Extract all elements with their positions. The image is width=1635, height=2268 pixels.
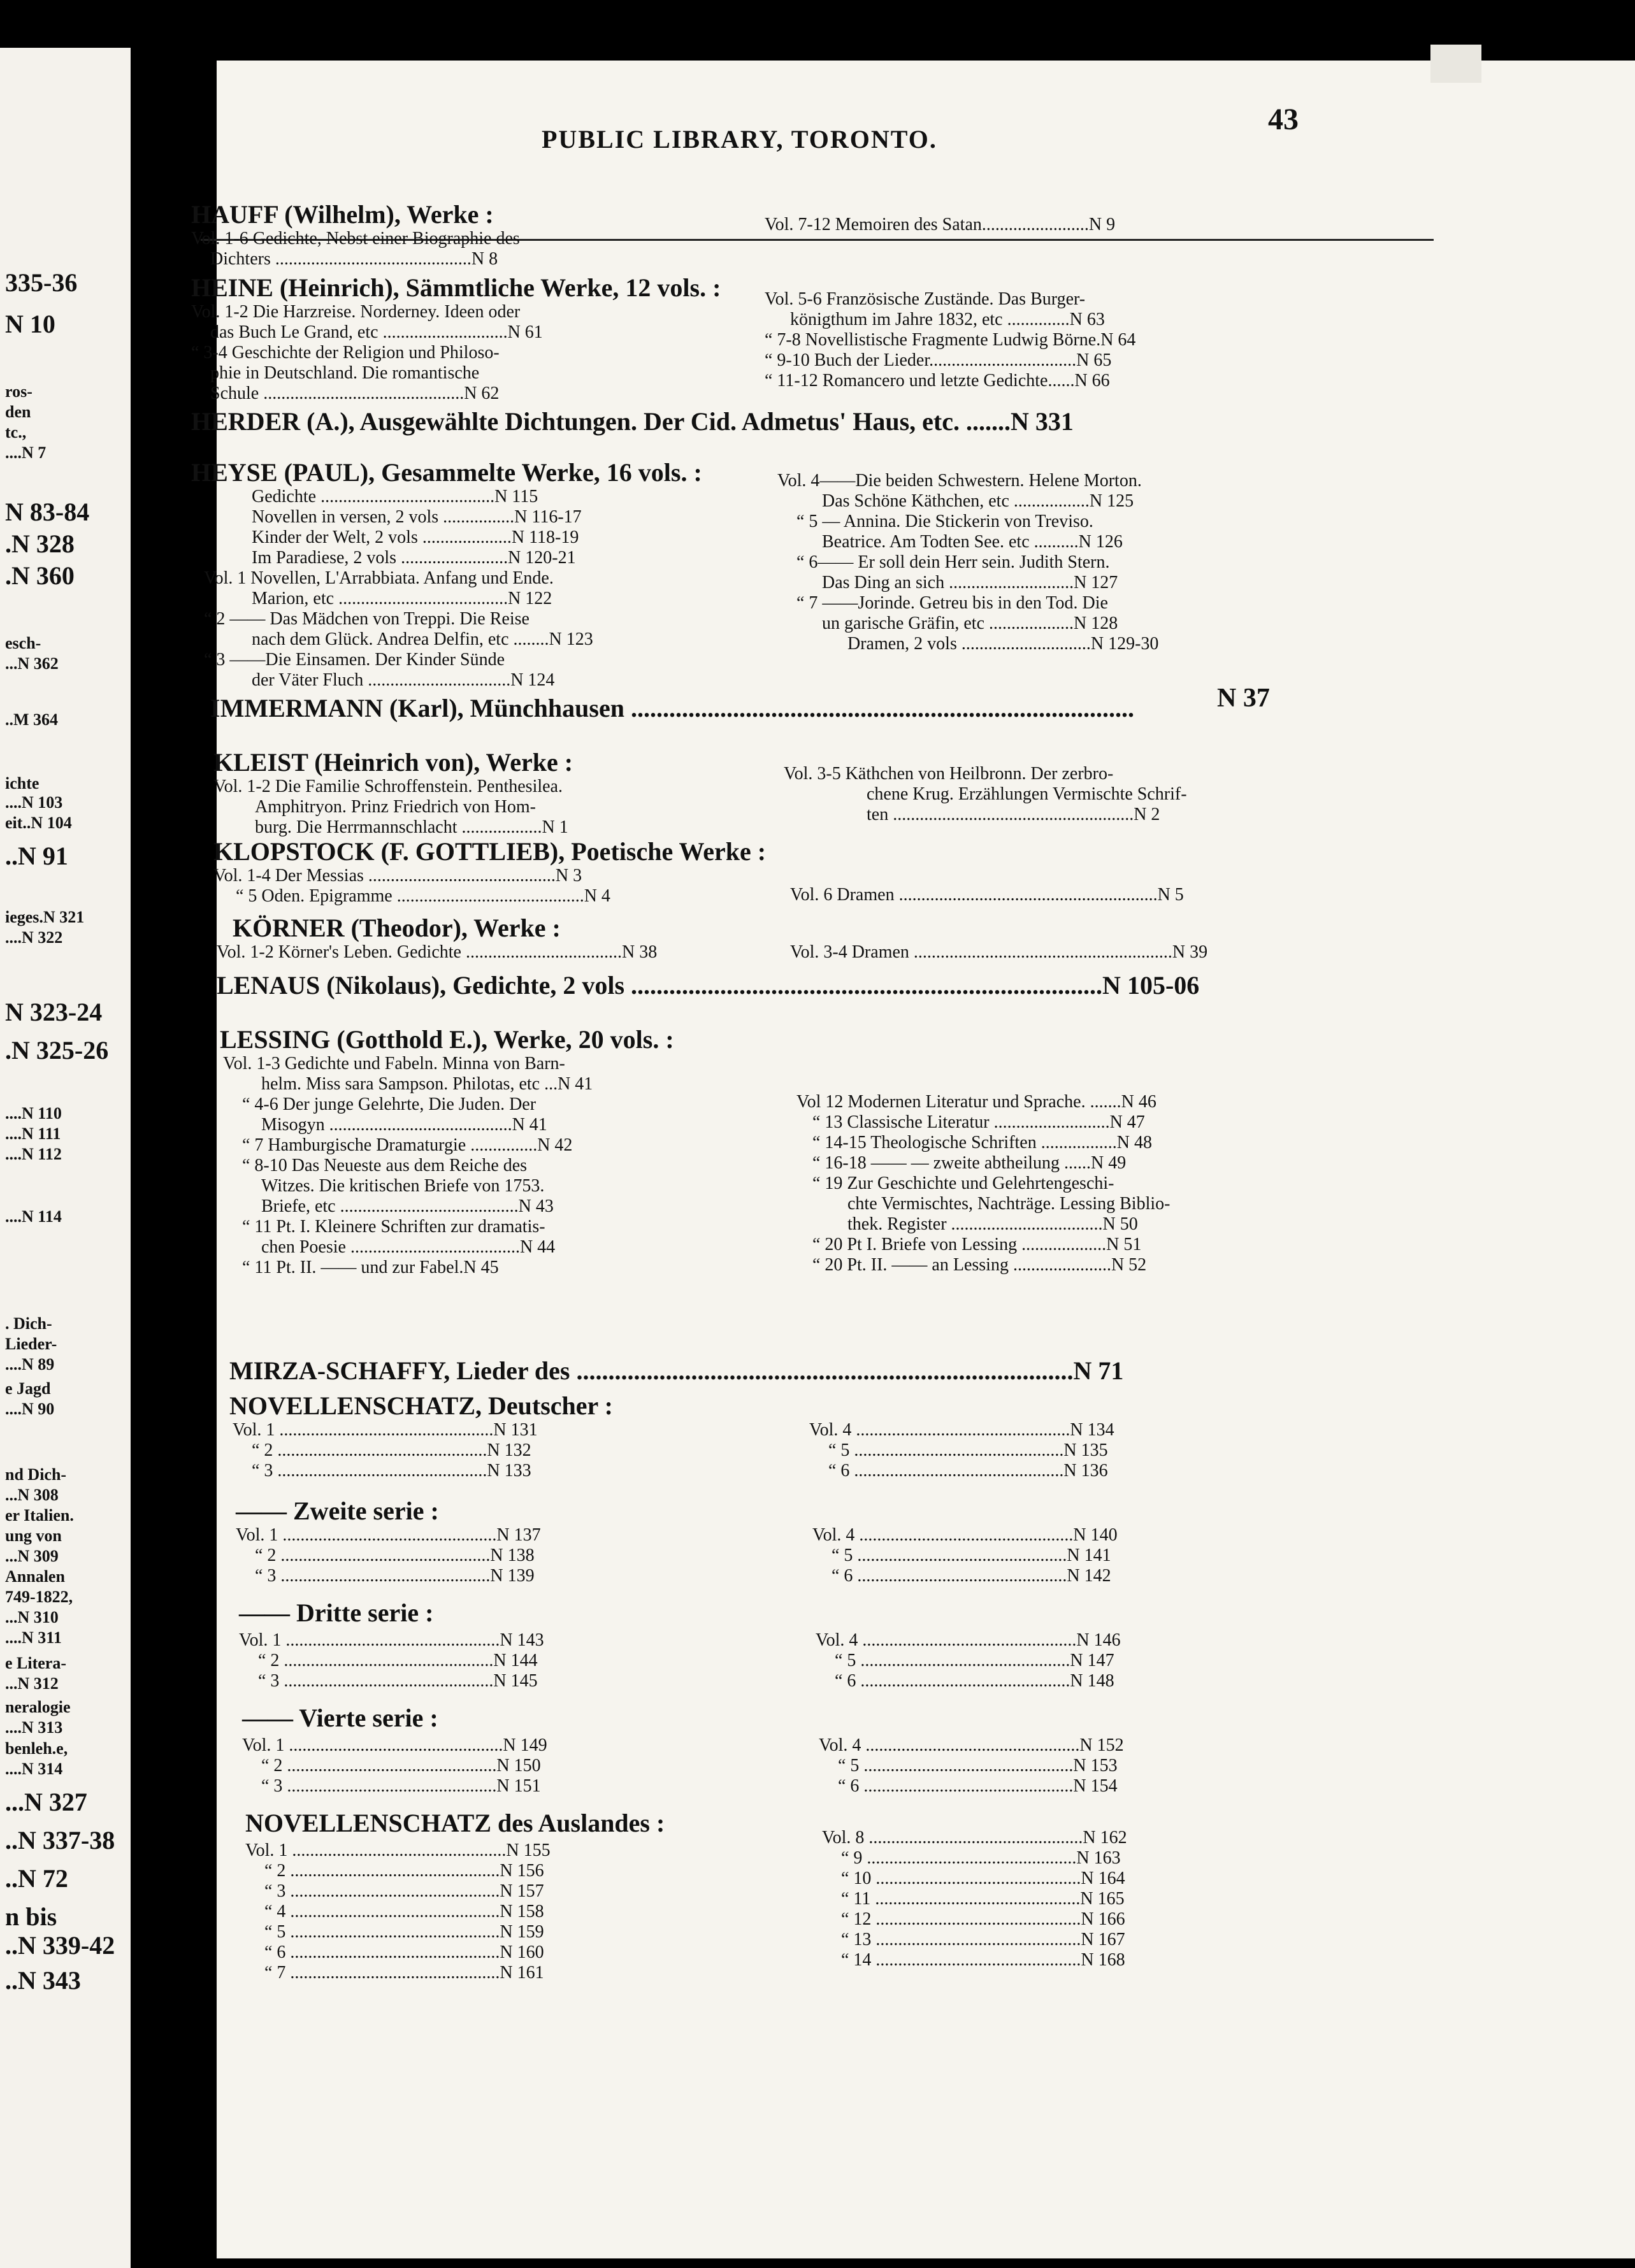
catalogue-line: “ 2 ...............................................N 144	[258, 1651, 538, 1670]
catalogue-heading: NOVELLENSCHATZ, Deutscher :	[229, 1391, 613, 1420]
catalogue-line: “ 2 ...............................................N 138	[255, 1546, 535, 1565]
catalogue-line: Misogyn .........................................N 41	[261, 1115, 547, 1135]
catalogue-line: nach dem Glück. Andrea Delfin, etc ........N 123	[252, 629, 593, 649]
left-page-line: er Italien.	[5, 1506, 74, 1525]
left-page-line: e Litera-	[5, 1654, 67, 1672]
catalogue-line: “ 7 ——Jorinde. Getreu bis in den Tod. Die	[796, 593, 1108, 613]
catalogue-line: Vol. 1-2 Die Harzreise. Norderney. Ideen oder	[191, 302, 521, 322]
catalogue-line: Vol. 3-4 Dramen ..........................................................N 39	[790, 942, 1208, 962]
left-page-line: ....N 110	[5, 1104, 62, 1123]
catalogue-line: “ 9-10 Buch der Lieder.................................N 65	[765, 350, 1112, 370]
left-page-line: .N 360	[5, 561, 75, 590]
catalogue-heading: HERDER (A.), Ausgewählte Dichtungen. Der Cid. Admetus' Haus, etc. .......N 331	[191, 407, 1074, 436]
catalogue-line: “ 14 ..............................................N 168	[841, 1950, 1125, 1970]
catalogue-line: “ 19 Zur Geschichte und Gelehrtengeschi-	[812, 1173, 1114, 1193]
catalogue-line: der Väter Fluch ................................N 124	[252, 670, 555, 690]
catalogue-line: “ 6 ...............................................N 136	[828, 1461, 1108, 1481]
left-page-line: ....N 90	[5, 1400, 55, 1418]
catalogue-line: Vol. 1-2 Körner's Leben. Gedichte ...................................N 38	[217, 942, 658, 962]
catalogue-line: Vol. 1-6 Gedichte, Nebst einer Biographie des	[191, 229, 520, 248]
catalogue-heading: —— Vierte serie :	[242, 1704, 438, 1732]
left-page-line: Annalen	[5, 1567, 65, 1586]
catalogue-line: Marion, etc ......................................N 122	[252, 589, 552, 608]
catalogue-line: “ 10 ..............................................N 164	[841, 1869, 1125, 1888]
catalogue-line: “ 12 ..............................................N 166	[841, 1909, 1125, 1929]
left-page-line: ...N 362	[5, 654, 59, 673]
catalogue-line: “ 11 Pt. I. Kleinere Schriften zur dramatis-	[242, 1217, 545, 1237]
left-page-line: ieges.N 321	[5, 908, 85, 926]
catalogue-heading: LENAUS (Nikolaus), Gedichte, 2 vols ..........................................................................N 105-06	[217, 971, 1200, 1000]
catalogue-line: Das Schöne Käthchen, etc .................N 125	[822, 491, 1134, 511]
catalogue-line: ten ......................................................N 2	[867, 805, 1160, 824]
catalogue-line: helm. Miss sara Sampson. Philotas, etc ...N 41	[261, 1074, 593, 1094]
catalogue-line: Vol. 4——Die beiden Schwestern. Helene Morton.	[777, 471, 1142, 491]
left-page-line: .N 325-26	[5, 1036, 109, 1065]
catalogue-line: chte Vermischtes, Nachträge. Lessing Biblio-	[847, 1194, 1170, 1214]
left-page-line: 335-36	[5, 268, 78, 297]
left-page-line: ..N 343	[5, 1966, 81, 1995]
catalogue-line: “ 5 ...............................................N 135	[828, 1440, 1108, 1460]
catalogue-line: “ 20 Pt I. Briefe von Lessing ...................N 51	[812, 1235, 1142, 1254]
catalogue-heading: IMMERMANN (Karl), Münchhausen ...............................................................................	[210, 694, 1134, 722]
left-page-line: N 83-84	[5, 498, 90, 526]
catalogue-line: un garische Gräfin, etc ...................N 128	[822, 614, 1118, 633]
catalogue-line: das Buch Le Grand, etc ............................N 61	[210, 322, 543, 342]
catalogue-line: “ 5 — Annina. Die Stickerin von Treviso.	[796, 512, 1093, 531]
catalogue-heading: HEINE (Heinrich), Sämmtliche Werke, 12 vols. :	[191, 273, 721, 302]
catalogue-line: “ 6 ...............................................N 160	[264, 1942, 544, 1962]
catalogue-heading: LESSING (Gotthold E.), Werke, 20 vols. :	[220, 1025, 674, 1054]
catalogue-line: Vol. 4 ................................................N 152	[819, 1735, 1124, 1755]
catalogue-line: Vol. 7-12 Memoiren des Satan........................N 9	[765, 215, 1116, 234]
left-page-line: den	[5, 403, 31, 421]
left-page-line: ....N 313	[5, 1718, 63, 1737]
catalogue-line: Dramen, 2 vols .............................N 129-30	[847, 634, 1159, 654]
catalogue-line: Vol. 1 ................................................N 137	[236, 1525, 541, 1545]
catalogue-line: Vol. 3-5 Käthchen von Heilbronn. Der zerbro-	[784, 764, 1114, 784]
left-page-line: ung von	[5, 1526, 62, 1545]
catalogue-line: “ 2 ...............................................N 156	[264, 1861, 544, 1881]
catalogue-line: “ 2 ...............................................N 150	[261, 1756, 541, 1776]
catalogue-line: “ 13 ..............................................N 167	[841, 1930, 1125, 1949]
catalogue-line: Kinder der Welt, 2 vols ....................N 118-19	[252, 528, 579, 547]
left-page-line: ....N 314	[5, 1760, 63, 1778]
left-page-line: ...N 327	[5, 1788, 87, 1816]
left-page-line: neralogie	[5, 1698, 71, 1716]
catalogue-line: Beatrice. Am Todten See. etc ..........N 126	[822, 532, 1123, 552]
left-page-line: .N 328	[5, 529, 75, 558]
left-page-line: ....N 103	[5, 793, 63, 812]
left-page-line: benleh.e,	[5, 1739, 68, 1758]
catalogue-line: “ 5 ...............................................N 147	[835, 1651, 1114, 1670]
left-page-line: ...N 308	[5, 1486, 59, 1504]
catalogue-line: Vol. 1-3 Gedichte und Fabeln. Minna von Barn-	[223, 1054, 565, 1073]
left-page-line: 749-1822,	[5, 1588, 73, 1606]
catalogue-heading: MIRZA-SCHAFFY, Lieder des ..............................................................................N 71	[229, 1356, 1124, 1385]
catalogue-line: “ 4-6 Der junge Gelehrte, Die Juden. Der	[242, 1095, 537, 1114]
catalogue-line: Vol. 6 Dramen ..........................................................N 5	[790, 885, 1184, 905]
catalogue-line: “ 3 ...............................................N 151	[261, 1776, 541, 1796]
catalogue-line: phie in Deutschland. Die romantische	[210, 363, 480, 383]
left-page-fragment	[0, 48, 131, 2268]
catalogue-line: Vol. 5-6 Französische Zustände. Das Burger-	[765, 289, 1086, 309]
catalogue-line: “ 5 ...............................................N 159	[264, 1922, 544, 1942]
catalogue-heading: —— Zweite serie :	[236, 1496, 439, 1525]
left-page-line: ..M 364	[5, 710, 59, 729]
catalogue-line: königthum im Jahre 1832, etc ..............N 63	[790, 310, 1105, 329]
left-page-line: ....N 7	[5, 443, 47, 462]
left-page-line: N 323-24	[5, 998, 103, 1026]
catalogue-line: Vol. 4 ................................................N 134	[809, 1420, 1114, 1440]
catalogue-line: “ 6 ...............................................N 154	[838, 1776, 1118, 1796]
catalogue-line: “ 5 Oden. Epigramme ..........................................N 4	[236, 886, 610, 906]
catalogue-line: Amphitryon. Prinz Friedrich von Hom-	[255, 797, 536, 817]
catalogue-heading: NOVELLENSCHATZ des Auslandes :	[245, 1809, 665, 1837]
catalogue-line: chen Poesie ......................................N 44	[261, 1237, 556, 1257]
catalogue-line: “ 16-18 —— — zweite abtheilung ......N 49	[812, 1153, 1127, 1173]
catalogue-line: “ 11-12 Romancero und letzte Gedichte......N 66	[765, 371, 1110, 391]
catalogue-line: “ 20 Pt. II. —— an Lessing ......................N 52	[812, 1255, 1147, 1275]
catalogue-line: Gedichte .......................................N 115	[252, 487, 538, 506]
catalogue-line: Das Ding an sich ............................N 127	[822, 573, 1118, 592]
catalogue-line: “ 2 —— Das Mädchen von Treppi. Die Reise	[204, 609, 529, 629]
catalogue-line: “ 6 ...............................................N 142	[832, 1566, 1111, 1586]
catalogue-line: “ 7 ...............................................N 161	[264, 1963, 544, 1983]
catalogue-heading: HAUFF (Wilhelm), Werke :	[191, 200, 494, 229]
catalogue-line: “ 13 Classische Literatur ..........................N 47	[812, 1112, 1145, 1132]
catalogue-line: “ 11 ..............................................N 165	[841, 1889, 1125, 1909]
catalogue-line: Vol. 4 ................................................N 146	[816, 1630, 1121, 1650]
call-number: N 37	[1217, 684, 1270, 713]
catalogue-line: “ 3 ...............................................N 145	[258, 1671, 538, 1691]
catalogue-line: Vol 12 Modernen Literatur und Sprache. .......N 46	[796, 1092, 1156, 1112]
catalogue-line: Witzes. Die kritischen Briefe von 1753.	[261, 1176, 545, 1196]
page-title: PUBLIC LIBRARY, TORONTO.	[542, 125, 937, 154]
left-page-line: ichte	[5, 774, 40, 793]
left-page-line: esch-	[5, 634, 41, 652]
catalogue-line: Vol. 4 ................................................N 140	[812, 1525, 1118, 1545]
catalogue-line: “ 8-10 Das Neueste aus dem Reiche des	[242, 1156, 528, 1175]
catalogue-line: Vol. 1-4 Der Messias ..........................................N 3	[213, 866, 582, 886]
left-page-line: ..N 339-42	[5, 1931, 115, 1960]
left-page-line: eit..N 104	[5, 814, 72, 832]
left-page-line: ..N 72	[5, 1864, 68, 1893]
catalogue-heading: KLOPSTOCK (F. GOTTLIEB), Poetische Werke :	[213, 837, 767, 866]
left-page-line: . Dich-	[5, 1314, 52, 1333]
catalogue-line: Schule .............................................N 62	[210, 384, 500, 403]
catalogue-line: Vol. 8 ................................................N 162	[822, 1828, 1127, 1848]
catalogue-line: Briefe, etc ........................................N 43	[261, 1196, 554, 1216]
catalogue-line: “ 9 ...............................................N 163	[841, 1848, 1121, 1868]
left-page-line: ros-	[5, 382, 32, 401]
catalogue-line: Novellen in versen, 2 vols ................N 116-17	[252, 507, 582, 527]
catalogue-line: “ 11 Pt. II. —— und zur Fabel.N 45	[242, 1258, 499, 1277]
page-curl	[1430, 45, 1481, 83]
left-page-line: ...N 312	[5, 1674, 59, 1693]
catalogue-line: “ 3-4 Geschichte der Religion und Philoso-	[191, 343, 500, 362]
catalogue-line: “ 5 ...............................................N 141	[832, 1546, 1111, 1565]
catalogue-line: “ 3 ...............................................N 139	[255, 1566, 535, 1586]
catalogue-heading: —— Dritte serie :	[239, 1598, 434, 1627]
catalogue-page	[191, 61, 1635, 2258]
catalogue-line: Vol. 1 ................................................N 131	[233, 1420, 538, 1440]
left-page-line: ....N 114	[5, 1207, 62, 1226]
left-page-line: N 10	[5, 310, 55, 338]
catalogue-line: “ 3 ...............................................N 133	[252, 1461, 531, 1481]
left-page-line: ....N 322	[5, 928, 63, 947]
catalogue-line: Vol. 1 Novellen, L'Arrabbiata. Anfang und Ende.	[204, 568, 554, 588]
catalogue-heading: KLEIST (Heinrich von), Werke :	[213, 748, 573, 777]
left-page-line: n bis	[5, 1902, 57, 1931]
left-page-line: ..N 91	[5, 842, 68, 870]
left-page-line: ....N 111	[5, 1124, 61, 1143]
catalogue-line: Vol. 1 ................................................N 149	[242, 1735, 547, 1755]
catalogue-line: “ 4 ...............................................N 158	[264, 1902, 544, 1921]
left-page-line: ....N 89	[5, 1355, 55, 1374]
catalogue-line: chene Krug. Erzählungen Vermischte Schrif-	[867, 784, 1187, 804]
left-page-line: tc.,	[5, 423, 27, 441]
catalogue-line: “ 6 ...............................................N 148	[835, 1671, 1114, 1691]
left-page-line: nd Dich-	[5, 1465, 67, 1484]
left-page-line: ..N 337-38	[5, 1826, 115, 1855]
catalogue-line: burg. Die Herrmannschlacht ..................N 1	[255, 817, 568, 837]
page-number: 43	[1268, 103, 1299, 136]
catalogue-line: “ 6—— Er soll dein Herr sein. Judith Stern.	[796, 552, 1110, 572]
left-page-line: ...N 309	[5, 1547, 59, 1565]
catalogue-line: Vol. 1-2 Die Familie Schroffenstein. Penthesilea.	[213, 777, 563, 796]
catalogue-line: Im Paradiese, 2 vols ........................N 120-21	[252, 548, 576, 568]
left-page-line: ....N 311	[5, 1628, 62, 1647]
catalogue-line: “ 5 ...............................................N 153	[838, 1756, 1118, 1776]
catalogue-line: “ 2 ...............................................N 132	[252, 1440, 531, 1460]
catalogue-line: thek. Register ..................................N 50	[847, 1214, 1138, 1234]
left-page-line: ...N 310	[5, 1608, 59, 1626]
catalogue-line: Vol. 1 ................................................N 155	[245, 1841, 551, 1860]
catalogue-heading: HEYSE (PAUL), Gesammelte Werke, 16 vols. :	[191, 458, 702, 487]
catalogue-line: “ 7 Hamburgische Dramaturgie ...............N 42	[242, 1135, 573, 1155]
catalogue-line: Dichters ............................................N 8	[210, 249, 498, 269]
left-page-line: e Jagd	[5, 1379, 51, 1398]
catalogue-line: Vol. 1 ................................................N 143	[239, 1630, 544, 1650]
left-page-line: Lieder-	[5, 1335, 57, 1353]
catalogue-heading: KÖRNER (Theodor), Werke :	[233, 914, 561, 942]
catalogue-line: “ 14-15 Theologische Schriften .................N 48	[812, 1133, 1152, 1152]
catalogue-line: “ 3 ...............................................N 157	[264, 1881, 544, 1901]
left-page-line: ....N 112	[5, 1145, 62, 1163]
catalogue-line: “ 3 ——Die Einsamen. Der Kinder Sünde	[204, 650, 505, 670]
catalogue-line: “ 7-8 Novellistische Fragmente Ludwig Börne.N 64	[765, 330, 1136, 350]
